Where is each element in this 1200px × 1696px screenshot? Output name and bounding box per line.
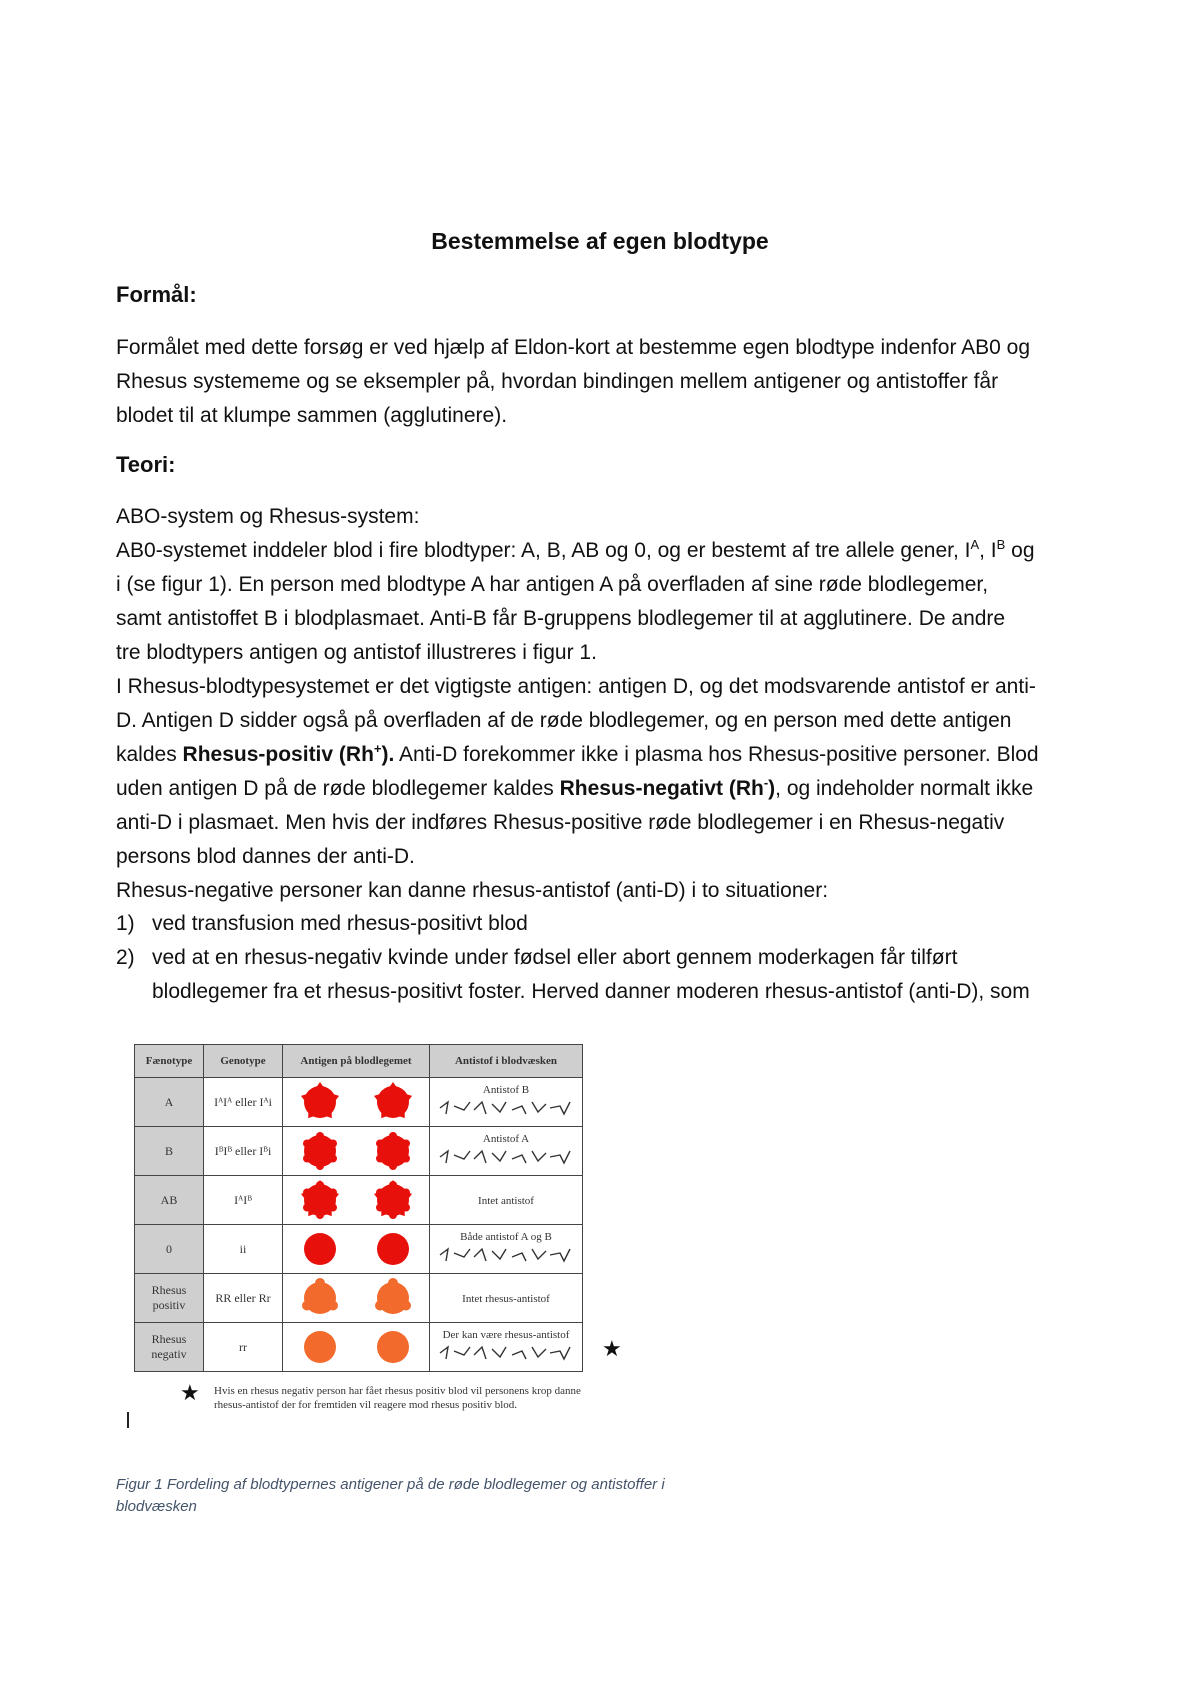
formaal-line-2: Rhesus systememe og se eksempler på, hvordan bindingen mellem antigener og antistoffer får [116, 370, 999, 393]
rh-plus-sup: + [373, 741, 382, 756]
antigen-cell [283, 1225, 430, 1274]
antibody-cell [430, 1323, 583, 1372]
blood-cell-icon [299, 1081, 341, 1123]
antigen-cell [283, 1176, 430, 1225]
teori-line-10: anti-D i plasmaet. Men hvis der indføres Rhesus-positive røde blodlegemer i en Rhesus-negativ [116, 811, 1005, 834]
genotype-cell: IᴬIᴬ eller Iᴬi [204, 1078, 283, 1127]
list-number-1: 1) [116, 912, 135, 935]
header-antibody: Antistof i blodvæsken [430, 1045, 583, 1078]
phenotype-cell: Rhesus negativ [135, 1323, 204, 1372]
formaal-line-1: Formålet med dette forsøg er ved hjælp af Eldon-kort at bestemme egen blodtype indenfor AB0 og [116, 336, 1031, 359]
table-row [135, 1078, 583, 1127]
antibody-label: Antistof A [482, 1133, 530, 1145]
rhesus-positiv-text: Rhesus-positiv (Rh [182, 743, 374, 766]
teori-line-1: ABO-system og Rhesus-system: [116, 505, 420, 528]
antibody-icon [436, 1145, 576, 1167]
antibody-label: Intet rhesus-antistof [462, 1292, 550, 1305]
table-row [135, 1225, 583, 1274]
text-cursor [127, 1412, 129, 1428]
blood-cell-icon [299, 1228, 341, 1270]
antibody-label: Både antistof A og B [460, 1231, 552, 1243]
list-number-2: 2) [116, 946, 135, 969]
blood-cell-icon [299, 1179, 341, 1221]
antibody-icon [436, 1096, 576, 1118]
antibody-icon [436, 1243, 576, 1265]
blood-cell-icon [372, 1228, 414, 1270]
star-marker-icon: ★ [602, 1336, 622, 1361]
header-phenotype: Fænotype [135, 1045, 204, 1078]
header-antigen: Antigen på blodlegemet [283, 1045, 430, 1078]
antibody-cell [430, 1127, 583, 1176]
allele-b-sup: B [996, 537, 1006, 552]
rhesus-negativ-term [560, 777, 776, 800]
formaal-heading: Formål: [116, 282, 197, 307]
teori-line-11: persons blod dannes der anti-D. [116, 845, 415, 868]
teori-line-9a: uden antigen D på de røde blodlegemer kaldes [116, 777, 560, 800]
table-row [135, 1323, 583, 1372]
phenotype-cell: Rhesus positiv [135, 1274, 204, 1323]
teori-line-2c: og [1005, 539, 1035, 562]
table-row [135, 1176, 583, 1225]
antibody-label: Der kan være rhesus-antistof [442, 1329, 570, 1341]
footnote-star-icon: ★ [180, 1380, 200, 1405]
allele-a-sup: A [970, 537, 980, 552]
rhesus-negativ-text: Rhesus-negativt (Rh [559, 777, 764, 800]
blood-cell-icon [372, 1326, 414, 1368]
teori-line-7: D. Antigen D sidder også på overfladen af de røde blodlegemer, og en person med dette antigen [116, 709, 1012, 732]
table-row [135, 1127, 583, 1176]
blood-cell-icon [372, 1130, 414, 1172]
antigen-cell [283, 1078, 430, 1127]
figure-footnote: Hvis en rhesus negativ person har fået rhesus positiv blod vil personens krop danne rhesus-antistof der for fremtiden vil reagere mod rhesus positiv blod. [214, 1385, 581, 1411]
phenotype-cell: AB [135, 1176, 204, 1225]
rh-minus-sup: - [763, 775, 769, 790]
teori-line-2a: AB0-systemet inddeler blod i fire blodtyper: A, B, AB og 0, og er bestemt af tre allele gener, I [116, 539, 971, 562]
antibody-label: Intet antistof [478, 1194, 534, 1207]
figure-caption: Figur 1 Fordeling af blodtypernes antigener på de røde blodlegemer og antistoffer i blodvæsken [116, 1476, 665, 1515]
antibody-label: Antistof B [482, 1084, 530, 1096]
blood-cell-icon [299, 1326, 341, 1368]
teori-line-9d: , og indeholder normalt ikke [775, 777, 1034, 800]
blood-cell-icon [372, 1081, 414, 1123]
teori-line-8d: Anti-D forekommer ikke i plasma hos Rhesus-positive personer. Blod [394, 743, 1039, 766]
genotype-cell: IᴮIᴮ eller Iᴮi [204, 1127, 283, 1176]
genotype-cell: RR eller Rr [204, 1274, 283, 1323]
table-row [135, 1274, 583, 1323]
phenotype-cell: 0 [135, 1225, 204, 1274]
rhesus-positiv-term [183, 743, 395, 766]
genotype-cell: IᴬIᴮ [204, 1176, 283, 1225]
document-title: Bestemmelse af egen blodtype [431, 228, 769, 254]
teori-line-8a: kaldes [116, 743, 183, 766]
list-item-2-line-1: ved at en rhesus-negativ kvinde under fødsel eller abort gennem moderkagen får tilført [152, 946, 958, 969]
antigen-cell [283, 1323, 430, 1372]
genotype-cell: ii [204, 1225, 283, 1274]
phenotype-cell: A [135, 1078, 204, 1127]
teori-line-6: I Rhesus-blodtypesystemet er det vigtigste antigen: antigen D, og det modsvarende antistof er anti- [116, 675, 1036, 698]
teori-line-9 [116, 776, 1033, 802]
antigen-cell [283, 1127, 430, 1176]
blood-type-figure-table [134, 1044, 583, 1372]
teori-line-8 [116, 742, 1039, 768]
formaal-line-3: blodet til at klumpe sammen (agglutinere). [116, 404, 508, 427]
teori-line-3: i (se figur 1). En person med blodtype A har antigen A på overfladen af sine røde blodlegemer, [116, 573, 989, 596]
blood-cell-icon [372, 1277, 414, 1319]
antibody-cell [430, 1176, 583, 1225]
antibody-icon [436, 1341, 576, 1363]
blood-cell-icon [299, 1277, 341, 1319]
teori-line-5: tre blodtypers antigen og antistof illustreres i figur 1. [116, 641, 597, 664]
list-item-1: ved transfusion med rhesus-positivt blod [152, 912, 528, 935]
teori-line-2 [116, 538, 1035, 564]
teori-heading: Teori: [116, 452, 176, 477]
list-item-2-line-2: blodlegemer fra et rhesus-positivt foster. Herved danner moderen rhesus-antistof (anti-D), som [152, 980, 1030, 1003]
teori-line-4: samt antistoffet B i blodplasmaet. Anti-B får B-gruppens blodlegemer til at agglutinere. De andre [116, 607, 1006, 630]
genotype-cell: rr [204, 1323, 283, 1372]
blood-cell-icon [372, 1179, 414, 1221]
phenotype-cell: B [135, 1127, 204, 1176]
header-genotype: Genotype [204, 1045, 283, 1078]
antibody-cell [430, 1225, 583, 1274]
blood-cell-icon [299, 1130, 341, 1172]
rhesus-negativ-close: ) [768, 777, 776, 800]
teori-line-2b: , I [979, 539, 997, 562]
teori-line-12: Rhesus-negative personer kan danne rhesus-antistof (anti-D) i to situationer: [116, 879, 829, 902]
antibody-cell [430, 1078, 583, 1127]
rhesus-positiv-close: ). [381, 743, 395, 766]
antibody-cell [430, 1274, 583, 1323]
antigen-cell [283, 1274, 430, 1323]
